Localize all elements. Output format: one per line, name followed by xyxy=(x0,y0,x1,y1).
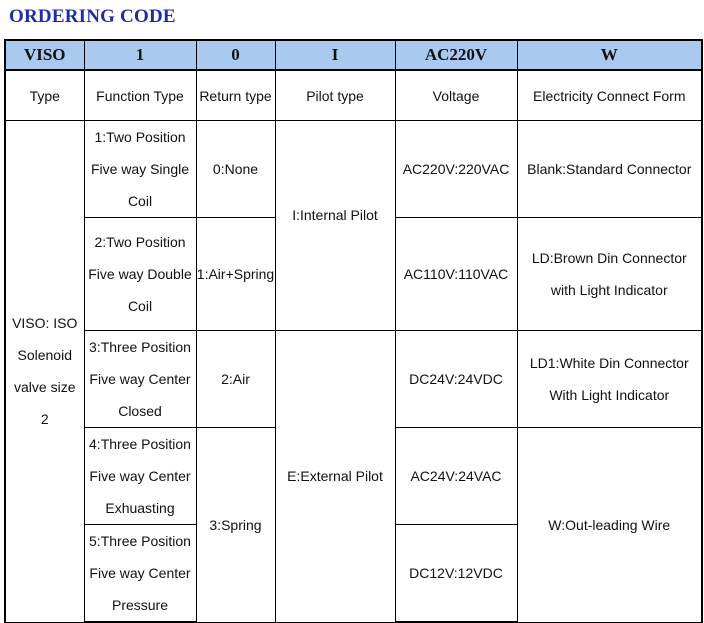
voltage-cell: AC24V:24VAC xyxy=(395,428,517,525)
function-type-cell: 4:Three Position Five way Center Exhuasting xyxy=(84,428,196,525)
page-title: ORDERING CODE xyxy=(9,6,176,27)
connect-form-cell: LD:Brown Din Connector with Light Indicator xyxy=(517,218,702,331)
header-pilot-type: Pilot type xyxy=(275,70,395,121)
return-type-cell: 3:Spring xyxy=(196,428,275,623)
function-type-cell: 5:Three Position Five way Center Pressure xyxy=(84,525,196,623)
voltage-cell: AC220V:220VAC xyxy=(395,121,517,218)
code-cell-pilot: I xyxy=(275,40,395,70)
function-type-cell: 2:Two Position Five way Double Coil xyxy=(84,218,196,331)
code-cell-voltage: AC220V xyxy=(395,40,517,70)
header-function-type: Function Type xyxy=(84,70,196,121)
table-row xyxy=(5,331,702,428)
pilot-type-cell: E:External Pilot xyxy=(275,331,395,623)
return-type-cell: 2:Air xyxy=(196,331,275,428)
voltage-cell: DC24V:24VDC xyxy=(395,331,517,428)
header-row xyxy=(5,70,702,121)
connect-form-cell: Blank:Standard Connector xyxy=(517,121,702,218)
code-cell-return: 0 xyxy=(196,40,275,70)
type-description: VISO: ISO Solenoid valve size 2 xyxy=(5,121,84,623)
ordering-code-table xyxy=(4,39,703,623)
voltage-cell: AC110V:110VAC xyxy=(395,218,517,331)
table-row xyxy=(5,121,702,218)
return-type-cell: 0:None xyxy=(196,121,275,218)
code-cell-connect: W xyxy=(517,40,702,70)
code-row xyxy=(5,40,702,70)
header-type: Type xyxy=(5,70,84,121)
function-type-cell: 1:Two Position Five way Single Coil xyxy=(84,121,196,218)
header-connect-form: Electricity Connect Form xyxy=(517,70,702,121)
voltage-cell: DC12V:12VDC xyxy=(395,525,517,623)
connect-form-cell: W:Out-leading Wire xyxy=(517,428,702,623)
connect-form-cell: LD1:White Din Connector With Light Indicator xyxy=(517,331,702,428)
function-type-cell: 3:Three Position Five way Center Closed xyxy=(84,331,196,428)
code-cell-model: VISO xyxy=(5,40,84,70)
return-type-cell: 1:Air+Spring xyxy=(196,218,275,331)
header-voltage: Voltage xyxy=(395,70,517,121)
header-return-type: Return type xyxy=(196,70,275,121)
code-cell-function: 1 xyxy=(84,40,196,70)
pilot-type-cell: I:Internal Pilot xyxy=(275,121,395,331)
